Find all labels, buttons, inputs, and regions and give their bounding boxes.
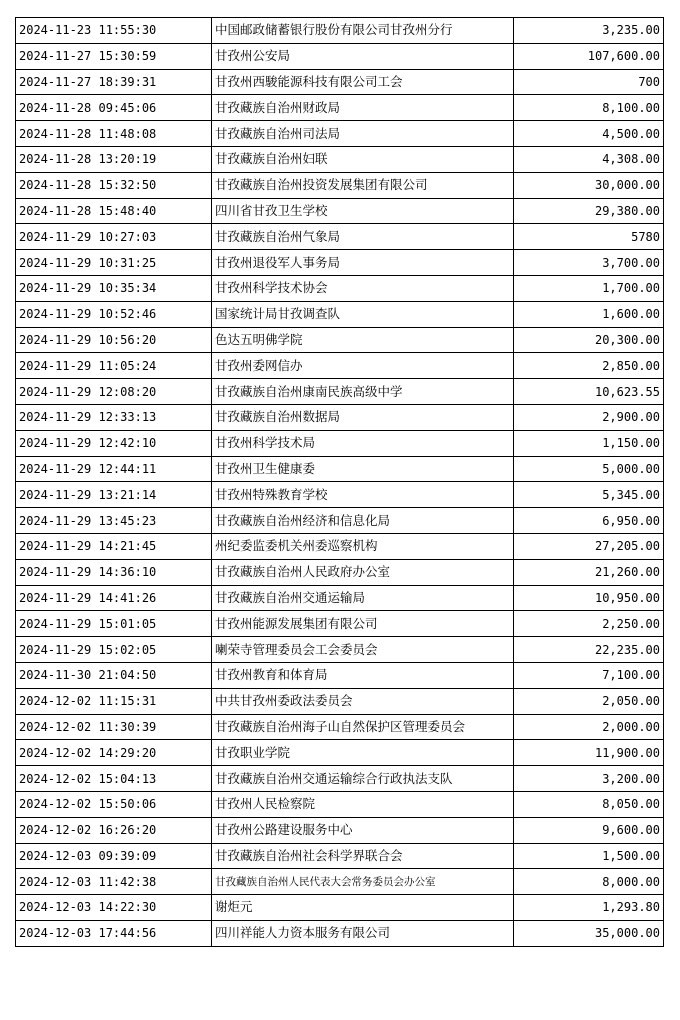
amount-cell: 10,950.00 — [514, 585, 664, 611]
amount-cell: 1,500.00 — [514, 843, 664, 869]
payer-name-cell: 甘孜州能源发展集团有限公司 — [212, 611, 514, 637]
table-row — [16, 559, 664, 585]
payer-name-cell: 中共甘孜州委政法委员会 — [212, 688, 514, 714]
table-row — [16, 275, 664, 301]
amount-cell: 7,100.00 — [514, 662, 664, 688]
payer-name-cell: 甘孜藏族自治州人民政府办公室 — [212, 559, 514, 585]
table-row — [16, 18, 664, 44]
transaction-time-cell: 2024-12-02 11:30:39 — [16, 714, 212, 740]
table-row — [16, 146, 664, 172]
payer-name-cell: 色达五明佛学院 — [212, 327, 514, 353]
payer-name-cell: 甘孜州西駿能源科技有限公司工会 — [212, 69, 514, 95]
transaction-time-cell: 2024-12-03 17:44:56 — [16, 920, 212, 946]
transaction-time-cell: 2024-11-29 14:41:26 — [16, 585, 212, 611]
transaction-time-cell: 2024-11-29 15:01:05 — [16, 611, 212, 637]
amount-cell: 1,600.00 — [514, 301, 664, 327]
transaction-time-cell: 2024-12-03 09:39:09 — [16, 843, 212, 869]
payer-name-cell: 谢炬元 — [212, 895, 514, 921]
payer-name-cell: 甘孜藏族自治州海子山自然保护区管理委员会 — [212, 714, 514, 740]
payer-name-cell: 甘孜藏族自治州妇联 — [212, 146, 514, 172]
amount-cell: 2,850.00 — [514, 353, 664, 379]
payer-name-cell: 甘孜州人民检察院 — [212, 791, 514, 817]
table-row — [16, 43, 664, 69]
table-row — [16, 585, 664, 611]
amount-cell: 5,345.00 — [514, 482, 664, 508]
payer-name-cell: 州纪委监委机关州委巡察机构 — [212, 533, 514, 559]
transaction-time-cell: 2024-11-29 10:31:25 — [16, 250, 212, 276]
table-row — [16, 198, 664, 224]
transaction-time-cell: 2024-11-29 13:21:14 — [16, 482, 212, 508]
table-row — [16, 817, 664, 843]
amount-cell: 10,623.55 — [514, 379, 664, 405]
transaction-time-cell: 2024-11-28 11:48:08 — [16, 121, 212, 147]
table-row — [16, 121, 664, 147]
amount-cell: 35,000.00 — [514, 920, 664, 946]
table-row — [16, 430, 664, 456]
transaction-time-cell: 2024-11-29 10:56:20 — [16, 327, 212, 353]
amount-cell: 6,950.00 — [514, 508, 664, 534]
transaction-time-cell: 2024-11-29 15:02:05 — [16, 637, 212, 663]
table-row — [16, 327, 664, 353]
transaction-time-cell: 2024-11-28 13:20:19 — [16, 146, 212, 172]
table-row — [16, 69, 664, 95]
payer-name-cell: 甘孜州公安局 — [212, 43, 514, 69]
amount-cell: 8,000.00 — [514, 869, 664, 895]
amount-cell: 9,600.00 — [514, 817, 664, 843]
transaction-time-cell: 2024-11-29 12:42:10 — [16, 430, 212, 456]
transaction-time-cell: 2024-11-29 11:05:24 — [16, 353, 212, 379]
payer-name-cell: 甘孜藏族自治州数据局 — [212, 404, 514, 430]
amount-cell: 30,000.00 — [514, 172, 664, 198]
table-row — [16, 766, 664, 792]
payer-name-cell: 甘孜州特殊教育学校 — [212, 482, 514, 508]
table-row — [16, 379, 664, 405]
transaction-time-cell: 2024-11-23 11:55:30 — [16, 18, 212, 44]
transaction-time-cell: 2024-11-29 10:27:03 — [16, 224, 212, 250]
amount-cell: 700 — [514, 69, 664, 95]
table-row — [16, 895, 664, 921]
payer-name-cell: 甘孜州教育和体育局 — [212, 662, 514, 688]
amount-cell: 3,235.00 — [514, 18, 664, 44]
amount-cell: 1,293.80 — [514, 895, 664, 921]
table-row — [16, 637, 664, 663]
table-row — [16, 533, 664, 559]
table-row — [16, 688, 664, 714]
table-row — [16, 843, 664, 869]
payer-name-cell: 甘孜州卫生健康委 — [212, 456, 514, 482]
payer-name-cell: 甘孜藏族自治州司法局 — [212, 121, 514, 147]
amount-cell: 4,308.00 — [514, 146, 664, 172]
payer-name-cell: 中国邮政储蓄银行股份有限公司甘孜州分行 — [212, 18, 514, 44]
amount-cell: 20,300.00 — [514, 327, 664, 353]
table-row — [16, 791, 664, 817]
transaction-time-cell: 2024-11-27 15:30:59 — [16, 43, 212, 69]
transaction-time-cell: 2024-11-29 14:21:45 — [16, 533, 212, 559]
table-row — [16, 172, 664, 198]
amount-cell: 5,000.00 — [514, 456, 664, 482]
amount-cell: 5780 — [514, 224, 664, 250]
transaction-time-cell: 2024-12-02 11:15:31 — [16, 688, 212, 714]
amount-cell: 22,235.00 — [514, 637, 664, 663]
amount-cell: 2,900.00 — [514, 404, 664, 430]
amount-cell: 8,100.00 — [514, 95, 664, 121]
payer-name-cell: 甘孜职业学院 — [212, 740, 514, 766]
transaction-time-cell: 2024-11-28 15:32:50 — [16, 172, 212, 198]
amount-cell: 29,380.00 — [514, 198, 664, 224]
amount-cell: 11,900.00 — [514, 740, 664, 766]
donation-ledger-table — [15, 17, 664, 947]
table-row — [16, 662, 664, 688]
amount-cell: 27,205.00 — [514, 533, 664, 559]
amount-cell: 8,050.00 — [514, 791, 664, 817]
payer-name-cell: 甘孜藏族自治州交通运输综合行政执法支队 — [212, 766, 514, 792]
amount-cell: 2,000.00 — [514, 714, 664, 740]
transaction-time-cell: 2024-11-29 12:08:20 — [16, 379, 212, 405]
amount-cell: 1,700.00 — [514, 275, 664, 301]
ledger-body — [16, 18, 664, 947]
transaction-time-cell: 2024-12-03 11:42:38 — [16, 869, 212, 895]
transaction-time-cell: 2024-11-29 10:52:46 — [16, 301, 212, 327]
table-row — [16, 353, 664, 379]
payer-name-cell: 喇荣寺管理委员会工会委员会 — [212, 637, 514, 663]
transaction-time-cell: 2024-11-29 10:35:34 — [16, 275, 212, 301]
payer-name-cell: 四川祥能人力资本服务有限公司 — [212, 920, 514, 946]
transaction-time-cell: 2024-12-02 15:04:13 — [16, 766, 212, 792]
payer-name-cell: 甘孜藏族自治州投资发展集团有限公司 — [212, 172, 514, 198]
table-row — [16, 920, 664, 946]
table-row — [16, 404, 664, 430]
table-row — [16, 611, 664, 637]
table-row — [16, 250, 664, 276]
table-row — [16, 508, 664, 534]
payer-name-cell: 甘孜藏族自治州气象局 — [212, 224, 514, 250]
table-row — [16, 95, 664, 121]
payer-name-cell: 甘孜藏族自治州交通运输局 — [212, 585, 514, 611]
payer-name-cell: 甘孜藏族自治州人民代表大会常务委员会办公室 — [212, 869, 514, 895]
amount-cell: 4,500.00 — [514, 121, 664, 147]
transaction-time-cell: 2024-11-29 13:45:23 — [16, 508, 212, 534]
amount-cell: 2,250.00 — [514, 611, 664, 637]
table-row — [16, 740, 664, 766]
transaction-time-cell: 2024-11-30 21:04:50 — [16, 662, 212, 688]
transaction-time-cell: 2024-11-27 18:39:31 — [16, 69, 212, 95]
table-row — [16, 714, 664, 740]
transaction-time-cell: 2024-12-02 14:29:20 — [16, 740, 212, 766]
table-row — [16, 869, 664, 895]
payer-name-cell: 甘孜州退役军人事务局 — [212, 250, 514, 276]
payer-name-cell: 甘孜州科学技术局 — [212, 430, 514, 456]
payer-name-cell: 甘孜州科学技术协会 — [212, 275, 514, 301]
transaction-time-cell: 2024-12-03 14:22:30 — [16, 895, 212, 921]
payer-name-cell: 甘孜州委网信办 — [212, 353, 514, 379]
payer-name-cell: 甘孜藏族自治州经济和信息化局 — [212, 508, 514, 534]
payer-name-cell: 甘孜藏族自治州社会科学界联合会 — [212, 843, 514, 869]
transaction-time-cell: 2024-11-28 09:45:06 — [16, 95, 212, 121]
transaction-time-cell: 2024-11-28 15:48:40 — [16, 198, 212, 224]
transaction-time-cell: 2024-12-02 15:50:06 — [16, 791, 212, 817]
transaction-time-cell: 2024-11-29 12:33:13 — [16, 404, 212, 430]
payer-name-cell: 国家统计局甘孜调查队 — [212, 301, 514, 327]
table-row — [16, 456, 664, 482]
transaction-time-cell: 2024-11-29 12:44:11 — [16, 456, 212, 482]
payer-name-cell: 甘孜州公路建设服务中心 — [212, 817, 514, 843]
amount-cell: 2,050.00 — [514, 688, 664, 714]
table-row — [16, 301, 664, 327]
amount-cell: 3,200.00 — [514, 766, 664, 792]
transaction-time-cell: 2024-12-02 16:26:20 — [16, 817, 212, 843]
payer-name-cell: 四川省甘孜卫生学校 — [212, 198, 514, 224]
amount-cell: 1,150.00 — [514, 430, 664, 456]
table-row — [16, 224, 664, 250]
amount-cell: 107,600.00 — [514, 43, 664, 69]
amount-cell: 21,260.00 — [514, 559, 664, 585]
transaction-time-cell: 2024-11-29 14:36:10 — [16, 559, 212, 585]
payer-name-cell: 甘孜藏族自治州康南民族高级中学 — [212, 379, 514, 405]
payer-name-cell: 甘孜藏族自治州财政局 — [212, 95, 514, 121]
table-row — [16, 482, 664, 508]
amount-cell: 3,700.00 — [514, 250, 664, 276]
